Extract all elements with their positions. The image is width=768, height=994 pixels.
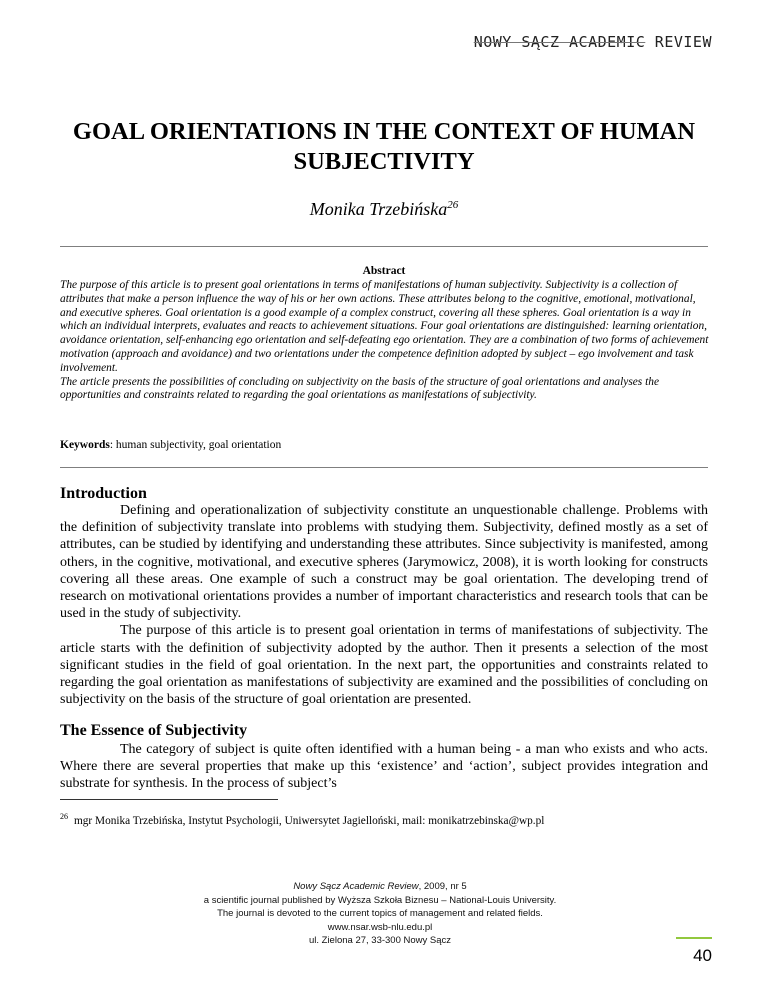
footnote-rule bbox=[60, 799, 278, 800]
footer-publisher-line: a scientific journal published by Wyższa Szkoła Biznesu – National-Louis University. bbox=[203, 894, 557, 906]
author-footnote-mark: 26 bbox=[447, 199, 459, 211]
abstract-heading: Abstract bbox=[362, 265, 406, 277]
footer-issue: , 2009, nr 5 bbox=[418, 881, 467, 892]
footer-journal-name: Nowy Sącz Academic Review bbox=[293, 881, 419, 892]
paragraph: The purpose of this article is to present goal orientation in terms of manifestations of subjectivity. The article starts with the definition of subjectivity adopted by the author. Then it presents a selection of the most significant studies in the field of goal orientation. In the next part, the opportunities and constraints related to regarding the goal orientation as manifestations of subjectivity are examined and the possibilities of concluding on subjectivity on the basis of the structure of goal orientation are presented. bbox=[60, 623, 708, 708]
author-name: Monika Trzebińska bbox=[309, 199, 448, 219]
section-heading-essence: The Essence of Subjectivity bbox=[60, 722, 248, 739]
footnote-mark: 26 bbox=[60, 812, 68, 821]
paragraph: The category of subject is quite often identified with a human being - a man who exists and who acts. Where there are several properties that make up this ‘existence’ and ‘action’, subject provides integration and substrate for synthesis. In the process of subject’s bbox=[60, 742, 708, 792]
essence-body bbox=[60, 741, 708, 793]
footnote-text: mgr Monika Trzebińska, Instytut Psychologii, Uniwersytet Jagielloński, mail: monikatrzebinska@wp.pl bbox=[74, 814, 545, 827]
page-number: 40 bbox=[693, 946, 712, 965]
footer-website: www.nsar.wsb-nlu.edu.pl bbox=[327, 921, 433, 933]
page-number-accent bbox=[676, 937, 712, 939]
paragraph: Defining and operationalization of subjectivity constitute an unquestionable challenge. Problems with the definition of subjectivity translate into problems with studying them. Subjectivity, defined mostly as a set of attributes, can be studied by identifying and understanding these attributes. Since subjectivity is manifested, among others, in the cognitive, motivational, and executive spheres (Jarymowicz, 2008), it is worth looking for constructs covering all these areas. One example of such a construct may be goal orientation. The developing trend of research on motivational orientations provides a number of important characteristics and research tools that can be used in the study of subjectivity. bbox=[60, 503, 708, 622]
abstract-body bbox=[60, 279, 712, 403]
abstract-bottom-rule bbox=[60, 467, 708, 468]
journal-header-review: REVIEW bbox=[645, 33, 712, 51]
introduction-body bbox=[60, 502, 708, 708]
article-author bbox=[0, 199, 768, 220]
keywords-value: : human subjectivity, goal orientation bbox=[109, 439, 282, 451]
footer-journal-line bbox=[70, 880, 690, 894]
abstract-top-rule bbox=[60, 246, 708, 247]
journal-header bbox=[474, 33, 712, 51]
keywords-label: Keywords bbox=[60, 439, 110, 451]
footnote bbox=[60, 812, 544, 827]
page-footer bbox=[70, 880, 690, 948]
keywords bbox=[60, 439, 281, 451]
journal-header-name: NOWY SĄCZ ACADEMIC bbox=[473, 33, 646, 51]
article-title: GOAL ORIENTATIONS IN THE CONTEXT OF HUMAN SUBJECTIVITY bbox=[72, 118, 696, 175]
footer-address: ul. Zielona 27, 33-300 Nowy Sącz bbox=[308, 935, 452, 947]
abstract-text: The purpose of this article is to present goal orientations in terms of manifestations of human subjectivity. Subjectivity is a collection of attributes that make a person influence the way of his or her own actions. These attributes belong to the cognitive, emotional, motivational, and executive spheres. Goal orientation is a good example of a complex construct, covering all these spheres. Goal orientation is a way in which an individual interprets, evaluates and reacts to achievement situations. Four goal orientations are distinguished: learning orientation, avoidance orientation, self-enhancing ego orientation and self-defeating ego orientation. They are a combination of two forms of achievement motivation (approach and avoidance) and two orientations under the competence definition adopted by subject – ego involvement and task involvement. bbox=[60, 279, 709, 374]
footer-topic-line: The journal is devoted to the current topics of management and related fields. bbox=[217, 908, 543, 920]
abstract-text-2: The article presents the possibilities of concluding on subjectivity on the basis of the structure of goal orientations and analyses the opportunities and constraints related to regarding the goal orientations as manifestations of subjectivity. bbox=[60, 375, 659, 402]
section-heading-introduction: Introduction bbox=[60, 485, 147, 502]
